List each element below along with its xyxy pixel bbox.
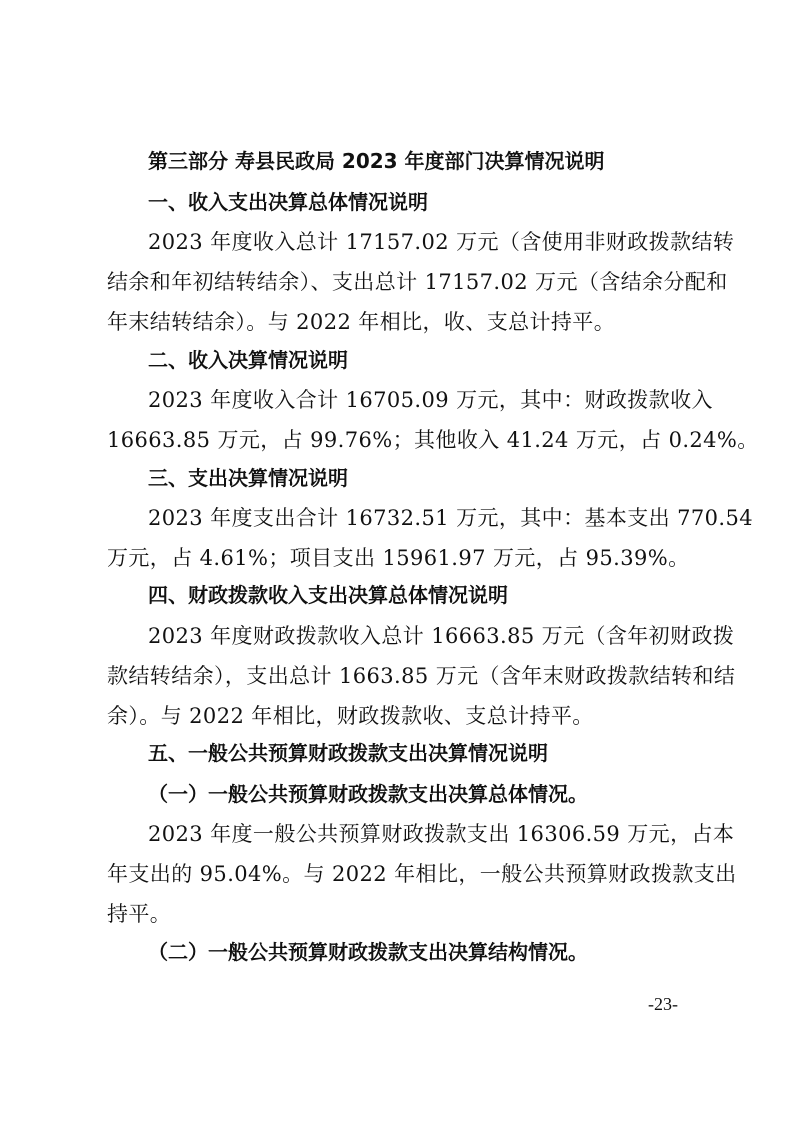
section-heading-income: 二、收入决算情况说明: [148, 348, 348, 372]
page-number: -23-: [648, 994, 678, 1014]
section-4-line-3: 余）。与 2022 年相比，财政拨款收、支总计持平。: [107, 704, 594, 728]
section-3-line-1: 2023 年度支出合计 16732.51 万元，其中：基本支出 770.54: [148, 506, 754, 530]
subsection-1-line-1: 2023 年度一般公共预算财政拨款支出 16306.59 万元，占本: [148, 822, 735, 846]
section-4-line-2: 款结转结余），支出总计 1663.85 万元（含年末财政拨款结转和结: [107, 664, 736, 688]
subsection-heading-structure: （二）一般公共预算财政拨款支出决算结构情况。: [148, 940, 588, 964]
subsection-1-line-3: 持平。: [107, 902, 172, 926]
subsection-1-line-2: 年支出的 95.04%。与 2022 年相比，一般公共预算财政拨款支出: [107, 862, 737, 886]
section-heading-fiscal-appropriation: 四、财政拨款收入支出决算总体情况说明: [148, 583, 508, 607]
section-heading-general-public-budget: 五、一般公共预算财政拨款支出决算情况说明: [148, 741, 548, 765]
section-1-line-3: 年末结转结余）。与 2022 年相比，收、支总计持平。: [107, 310, 616, 334]
section-2-line-2: 16663.85 万元，占 99.76%；其他收入 41.24 万元，占 0.24%。: [107, 428, 759, 452]
document-title: 第三部分 寿县民政局 2023 年度部门决算情况说明: [148, 149, 605, 173]
section-1-line-1: 2023 年度收入总计 17157.02 万元（含使用非财政拨款结转: [148, 230, 735, 254]
subsection-heading-overall: （一）一般公共预算财政拨款支出决算总体情况。: [148, 782, 588, 806]
section-heading-expenditure: 三、支出决算情况说明: [148, 466, 348, 490]
section-2-line-1: 2023 年度收入合计 16705.09 万元，其中：财政拨款收入: [148, 388, 713, 412]
section-1-line-2: 结余和年初结转结余）、支出总计 17157.02 万元（含结余分配和: [107, 270, 728, 294]
section-heading-income-expenditure-overview: 一、收入支出决算总体情况说明: [148, 190, 428, 214]
section-3-line-2: 万元，占 4.61%；项目支出 15961.97 万元，占 95.39%。: [107, 546, 690, 570]
section-4-line-1: 2023 年度财政拨款收入总计 16663.85 万元（含年初财政拨: [148, 624, 735, 648]
